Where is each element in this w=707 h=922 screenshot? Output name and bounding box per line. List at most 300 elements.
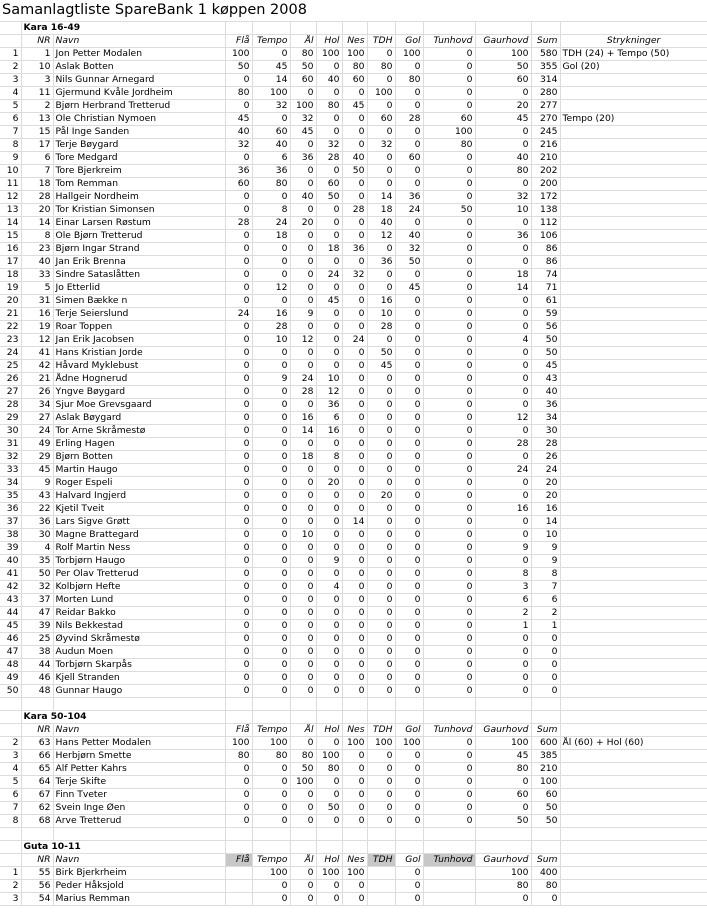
tdh-cell: 0 [367,464,395,477]
name-cell: Finn Tveter [53,789,225,802]
tunhovd-cell: 0 [423,464,475,477]
gaurhovd-cell: 1 [475,620,531,633]
fla-cell [225,867,252,880]
fla-cell: 0 [225,477,252,490]
empty-cell [423,22,475,35]
gaurhovd-cell: 0 [475,776,531,789]
tdh-cell: 0 [367,503,395,516]
tdh-cell: 20 [367,490,395,503]
gaurhovd-cell: 0 [475,256,531,269]
nr-cell: 49 [21,438,53,451]
table-row [0,464,707,477]
strykninger-cell [560,646,707,659]
nr-cell: 47 [21,607,53,620]
nes-cell: 0 [342,438,367,451]
fla-cell: 0 [225,399,252,412]
strykninger-cell [560,633,707,646]
tunhovd-cell: 0 [423,178,475,191]
table-row [0,815,707,828]
nes-cell: 0 [342,763,367,776]
sum-cell: 34 [531,412,560,425]
name-cell: Nils Bekkestad [53,620,225,633]
table-row [0,594,707,607]
hol-cell: 0 [316,126,342,139]
tdh-cell: 0 [367,633,395,646]
empty-cell [252,828,290,841]
strykninger-cell [560,659,707,672]
gol-cell: 0 [395,568,423,581]
tunhovd-cell: 0 [423,646,475,659]
al-cell: 0 [290,282,316,295]
tunhovd-cell: 0 [423,763,475,776]
tempo-cell: 6 [252,152,290,165]
al-cell: 0 [290,802,316,815]
empty-cell [0,711,21,724]
header-tdh: TDH [367,854,395,867]
al-cell: 0 [290,347,316,360]
tunhovd-cell: 0 [423,451,475,464]
al-cell: 0 [290,620,316,633]
gaurhovd-cell: 80 [475,165,531,178]
fla-cell [225,880,252,893]
table-row [0,568,707,581]
table-row [0,373,707,386]
tdh-cell: 0 [367,581,395,594]
tunhovd-cell: 0 [423,789,475,802]
empty-cell [423,698,475,711]
empty-cell [225,22,252,35]
gol-cell: 0 [395,815,423,828]
position-cell: 33 [0,464,21,477]
nr-cell: 8 [21,230,53,243]
gaurhovd-cell: 2 [475,607,531,620]
tdh-cell: 0 [367,386,395,399]
gol-cell: 0 [395,555,423,568]
sum-cell: 0 [531,633,560,646]
nr-cell: 12 [21,334,53,347]
table-row [0,503,707,516]
hol-cell: 0 [316,594,342,607]
table-row [0,542,707,555]
header-hol: Hol [316,724,342,737]
nr-cell: 5 [21,282,53,295]
table-row [0,87,707,100]
table-row [0,425,707,438]
sum-cell: 71 [531,282,560,295]
table-row [0,217,707,230]
table-row [0,750,707,763]
table-row [0,477,707,490]
tdh-cell [367,893,395,906]
tdh-cell: 0 [367,802,395,815]
tunhovd-cell: 0 [423,74,475,87]
fla-cell: 0 [225,243,252,256]
sum-cell: 200 [531,178,560,191]
sum-cell: 50 [531,347,560,360]
gol-cell: 0 [395,490,423,503]
tempo-cell: 80 [252,750,290,763]
header-strykninger: Strykninger [560,35,707,48]
fla-cell: 0 [225,386,252,399]
fla-cell: 0 [225,542,252,555]
nes-cell: 0 [342,412,367,425]
al-cell: 0 [290,178,316,191]
position-cell: 6 [0,789,21,802]
nr-cell: 23 [21,243,53,256]
tdh-cell: 0 [367,516,395,529]
tempo-cell: 24 [252,217,290,230]
tunhovd-cell: 0 [423,282,475,295]
al-cell: 0 [290,243,316,256]
gaurhovd-cell: 0 [475,347,531,360]
nes-cell: 0 [342,646,367,659]
name-cell: Rolf Martin Ness [53,542,225,555]
position-cell: 29 [0,412,21,425]
header-nr: NR [21,854,53,867]
position-cell: 47 [0,646,21,659]
position-cell: 26 [0,373,21,386]
tunhovd-cell: 80 [423,139,475,152]
table-row [0,347,707,360]
nes-cell: 0 [342,360,367,373]
table-row [0,48,707,61]
tunhovd-cell: 0 [423,607,475,620]
gaurhovd-cell: 10 [475,204,531,217]
strykninger-cell [560,347,707,360]
gol-cell: 0 [395,321,423,334]
hol-cell: 0 [316,464,342,477]
gaurhovd-cell: 80 [475,880,531,893]
strykninger-cell [560,672,707,685]
gol-cell: 0 [395,165,423,178]
strykninger-cell [560,204,707,217]
strykninger-cell [560,685,707,698]
nr-cell: 43 [21,490,53,503]
position-cell: 38 [0,529,21,542]
empty-cell [475,698,531,711]
empty-cell [316,22,342,35]
name-cell: Per Olav Tretterud [53,568,225,581]
tdh-cell: 0 [367,269,395,282]
blank-row [0,828,707,841]
position-cell: 43 [0,594,21,607]
sum-cell: 7 [531,581,560,594]
name-cell: Tor Kristian Simonsen [53,204,225,217]
hol-cell: 0 [316,438,342,451]
fla-cell: 0 [225,490,252,503]
hol-cell: 10 [316,373,342,386]
table-row [0,178,707,191]
hol-cell: 0 [316,360,342,373]
name-cell: Herbjørn Smette [53,750,225,763]
hol-cell: 0 [316,87,342,100]
nes-cell: 0 [342,308,367,321]
strykninger-cell [560,503,707,516]
gaurhovd-cell: 28 [475,438,531,451]
tdh-cell: 14 [367,191,395,204]
tdh-cell: 0 [367,399,395,412]
tdh-cell: 0 [367,100,395,113]
section-title: Guta 10-11 [21,841,225,854]
hol-cell: 0 [316,672,342,685]
nes-cell: 0 [342,113,367,126]
strykninger-cell [560,100,707,113]
strykninger-cell [560,165,707,178]
fla-cell: 0 [225,646,252,659]
empty-cell [475,22,531,35]
nes-cell: 100 [342,48,367,61]
gol-cell: 0 [395,87,423,100]
name-cell: Reidar Bakko [53,607,225,620]
table-row [0,646,707,659]
table-row [0,282,707,295]
name-cell: Nils Gunnar Arnegard [53,74,225,87]
al-cell: 12 [290,334,316,347]
gol-cell: 0 [395,373,423,386]
tunhovd-cell: 60 [423,113,475,126]
strykninger-cell [560,126,707,139]
al-cell: 28 [290,386,316,399]
tdh-cell: 0 [367,542,395,555]
fla-cell: 0 [225,230,252,243]
sum-cell: 9 [531,555,560,568]
strykninger-cell [560,308,707,321]
name-cell: Bjørn Botten [53,451,225,464]
table-row [0,776,707,789]
tempo-cell: 0 [252,620,290,633]
tdh-cell: 100 [367,737,395,750]
al-cell: 0 [290,581,316,594]
empty-cell [395,841,423,854]
position-cell: 48 [0,659,21,672]
gol-cell: 0 [395,126,423,139]
name-cell: Terje Skifte [53,776,225,789]
tdh-cell: 40 [367,217,395,230]
tunhovd-cell: 0 [423,269,475,282]
nr-cell: 30 [21,529,53,542]
empty-cell [252,698,290,711]
strykninger-cell: Gol (20) [560,61,707,74]
fla-cell: 0 [225,347,252,360]
al-cell: 0 [290,646,316,659]
nes-cell: 0 [342,542,367,555]
hol-cell: 0 [316,165,342,178]
nr-cell: 46 [21,672,53,685]
tunhovd-cell: 0 [423,165,475,178]
empty-cell [0,854,21,867]
nes-cell: 0 [342,126,367,139]
header-tunhovd: Tunhovd [423,35,475,48]
gol-cell: 0 [395,880,423,893]
hol-cell: 0 [316,282,342,295]
tunhovd-cell: 0 [423,347,475,360]
nes-cell: 0 [342,672,367,685]
al-cell: 0 [290,555,316,568]
sum-cell: 216 [531,139,560,152]
gol-cell: 0 [395,633,423,646]
tdh-cell: 0 [367,74,395,87]
tdh-cell: 0 [367,48,395,61]
nr-cell: 48 [21,685,53,698]
strykninger-cell [560,282,707,295]
sum-cell: 270 [531,113,560,126]
strykninger-cell [560,789,707,802]
sum-cell: 172 [531,191,560,204]
name-cell: Kjetil Tveit [53,503,225,516]
gaurhovd-cell: 60 [475,74,531,87]
tempo-cell: 0 [252,776,290,789]
tunhovd-cell: 0 [423,477,475,490]
strykninger-cell [560,74,707,87]
position-cell: 8 [0,139,21,152]
hol-cell: 0 [316,490,342,503]
hol-cell: 0 [316,308,342,321]
gaurhovd-cell: 0 [475,139,531,152]
empty-cell [225,841,252,854]
position-cell: 35 [0,490,21,503]
hol-cell: 16 [316,425,342,438]
tempo-cell: 0 [252,516,290,529]
fla-cell: 60 [225,178,252,191]
tdh-cell: 0 [367,763,395,776]
al-cell: 0 [290,269,316,282]
tempo-cell: 0 [252,113,290,126]
nr-cell: 62 [21,802,53,815]
strykninger-cell [560,412,707,425]
tunhovd-cell: 100 [423,126,475,139]
gaurhovd-cell: 0 [475,490,531,503]
empty-cell [225,711,252,724]
fla-cell: 0 [225,321,252,334]
strykninger-cell [560,776,707,789]
name-cell: Ole Bjørn Tretterud [53,230,225,243]
tunhovd-cell: 0 [423,737,475,750]
gaurhovd-cell: 50 [475,61,531,74]
tdh-cell: 0 [367,776,395,789]
nr-cell: 31 [21,295,53,308]
position-cell: 42 [0,581,21,594]
nr-cell: 29 [21,451,53,464]
header-sum: Sum [531,724,560,737]
position-cell: 30 [0,425,21,438]
name-cell: Ole Christian Nymoen [53,113,225,126]
tunhovd-cell: 0 [423,685,475,698]
empty-cell [53,828,225,841]
gol-cell: 32 [395,243,423,256]
nes-cell: 0 [342,776,367,789]
sum-cell: 14 [531,516,560,529]
gaurhovd-cell: 60 [475,789,531,802]
nr-cell: 45 [21,464,53,477]
fla-cell: 0 [225,425,252,438]
gol-cell: 0 [395,269,423,282]
section-title-row [0,711,707,724]
tdh-cell: 32 [367,139,395,152]
table-row [0,152,707,165]
tdh-cell: 0 [367,685,395,698]
gol-cell: 0 [395,217,423,230]
gol-cell: 0 [395,360,423,373]
al-cell: 0 [290,685,316,698]
sum-cell: 314 [531,74,560,87]
sum-cell: 2 [531,607,560,620]
tdh-cell: 0 [367,607,395,620]
gol-cell: 0 [395,685,423,698]
tempo-cell: 0 [252,48,290,61]
tdh-cell: 0 [367,334,395,347]
strykninger-cell [560,230,707,243]
hol-cell: 0 [316,633,342,646]
gaurhovd-cell: 50 [475,815,531,828]
tunhovd-cell: 0 [423,243,475,256]
tdh-cell: 0 [367,568,395,581]
hol-cell: 0 [316,230,342,243]
gaurhovd-cell: 0 [475,451,531,464]
empty-cell [560,711,707,724]
strykninger-cell [560,139,707,152]
strykninger-cell [560,87,707,100]
name-cell: Lars Sigve Grøtt [53,516,225,529]
empty-cell [342,828,367,841]
nes-cell: 0 [342,893,367,906]
header-gaurhovd: Gaurhovd [475,35,531,48]
nes-cell: 0 [342,256,367,269]
tempo-cell: 0 [252,360,290,373]
name-cell: Jo Etterlid [53,282,225,295]
nes-cell: 0 [342,477,367,490]
hol-cell: 0 [316,113,342,126]
nr-cell: 68 [21,815,53,828]
sum-cell: 26 [531,451,560,464]
nes-cell: 28 [342,204,367,217]
tdh-cell [367,880,395,893]
nr-cell: 21 [21,373,53,386]
tdh-cell: 36 [367,256,395,269]
tunhovd-cell: 0 [423,659,475,672]
header-nr: NR [21,724,53,737]
fla-cell: 80 [225,750,252,763]
tdh-cell: 0 [367,243,395,256]
position-cell: 3 [0,74,21,87]
fla-cell: 0 [225,802,252,815]
position-cell: 15 [0,230,21,243]
gaurhovd-cell: 0 [475,217,531,230]
tunhovd-cell: 0 [423,61,475,74]
hol-cell: 45 [316,295,342,308]
gol-cell: 40 [395,230,423,243]
nes-cell: 0 [342,555,367,568]
table-row [0,334,707,347]
tdh-cell: 10 [367,308,395,321]
gaurhovd-cell: 80 [475,763,531,776]
nes-cell: 0 [342,464,367,477]
sum-cell: 50 [531,334,560,347]
column-header-row [0,724,707,737]
nes-cell: 0 [342,750,367,763]
fla-cell: 0 [225,659,252,672]
hol-cell: 0 [316,789,342,802]
al-cell: 0 [290,893,316,906]
al-cell: 0 [290,815,316,828]
fla-cell: 0 [225,295,252,308]
nr-cell: 1 [21,48,53,61]
table-row [0,165,707,178]
tunhovd-cell: 0 [423,230,475,243]
table-row [0,191,707,204]
gol-cell: 0 [395,542,423,555]
position-cell: 13 [0,204,21,217]
tunhovd-cell [423,880,475,893]
